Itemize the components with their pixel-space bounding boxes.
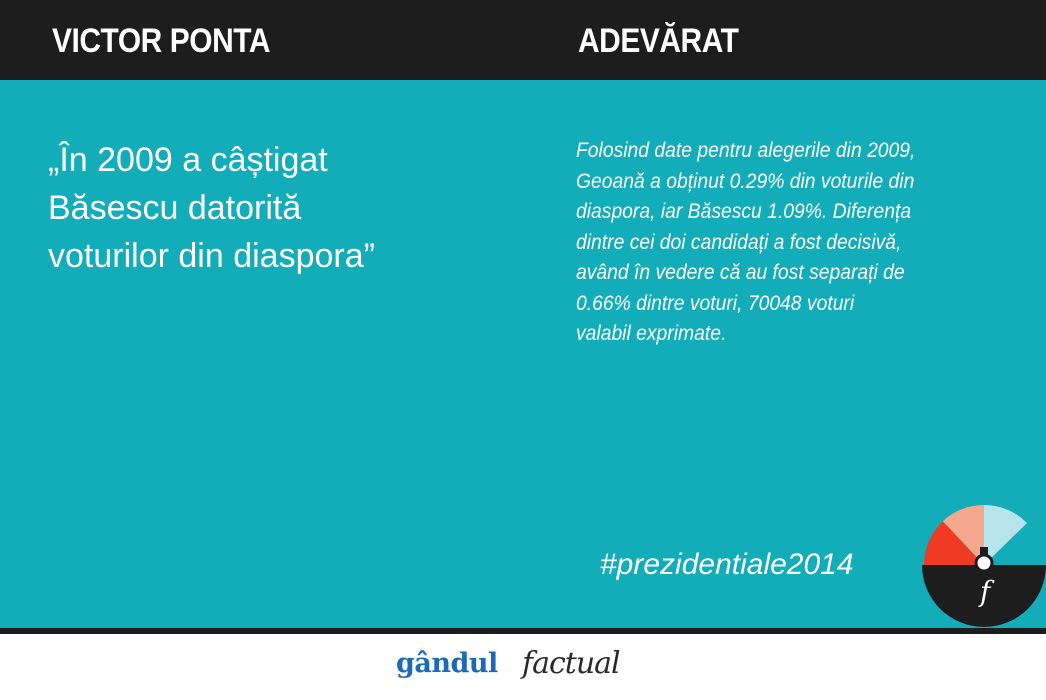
meter-letter: f <box>980 575 991 608</box>
explanation-line: Folosind date pentru alegerile din 2009, <box>576 139 916 162</box>
quote-line: Băsescu datorită <box>48 189 302 227</box>
quote-line: voturilor din diaspora” <box>48 237 375 275</box>
explanation-line: valabil exprimate. <box>576 322 727 345</box>
hashtag: #prezidentiale2014 <box>600 548 854 581</box>
explanation-line: Geoană a obținut 0.29% din voturile din <box>576 169 915 193</box>
header-bar <box>0 0 1046 80</box>
meter-pivot <box>976 555 992 571</box>
explanation-line: dintre cei doi candidați a fost decisivă, <box>576 230 902 254</box>
factual-logo: factual <box>522 646 620 681</box>
verdict-explanation <box>576 136 981 350</box>
explanation-line: diaspora, iar Băsescu 1.09%. Diferența <box>576 200 912 223</box>
meter-segment-lightblue <box>984 505 1027 565</box>
explanation-line: având în vedere că au fost separați de <box>576 261 905 284</box>
explanation-line: 0.66% dintre voturi, 70048 voturi <box>576 291 855 315</box>
quote-line: „În 2009 a câștigat <box>48 141 328 179</box>
truth-meter-icon <box>918 497 1046 629</box>
claim-quote <box>48 136 468 280</box>
speaker-name: VICTOR PONTA <box>52 22 271 60</box>
verdict-label: ADEVĂRAT <box>578 22 739 60</box>
gandul-logo: gândul <box>396 648 498 679</box>
